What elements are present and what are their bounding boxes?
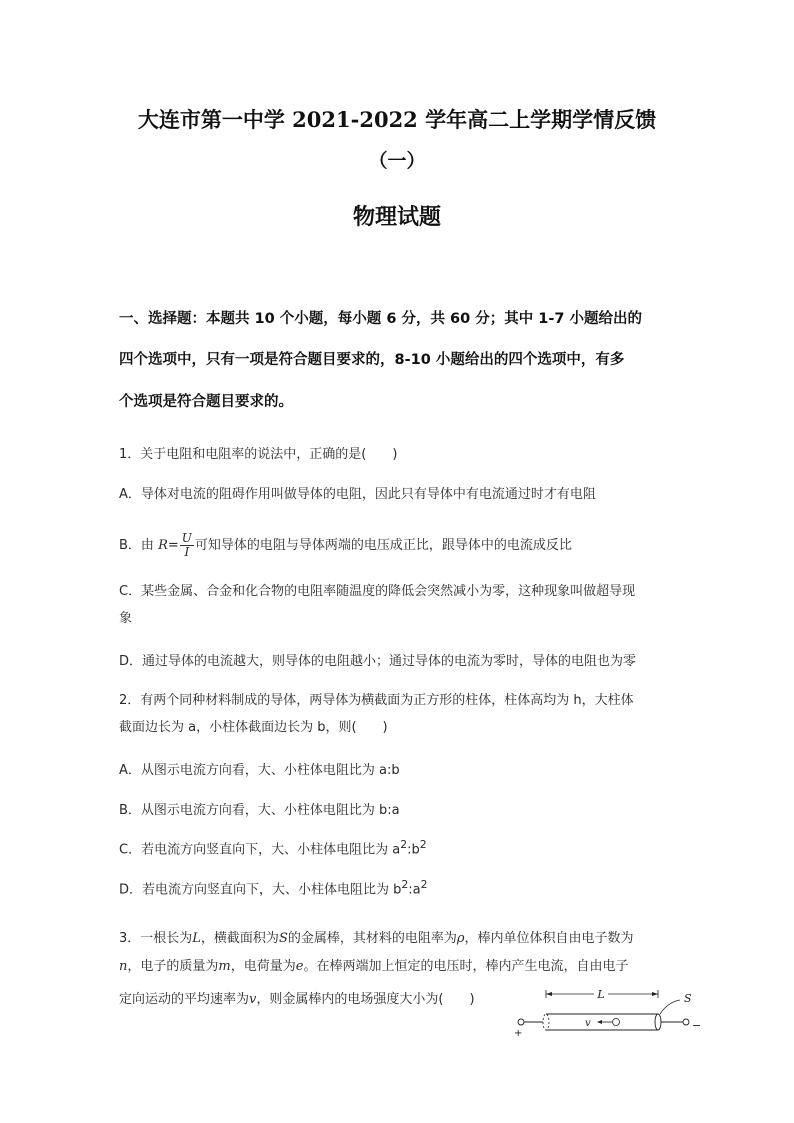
equals-sign: = — [167, 538, 179, 553]
fraction-numerator: U — [181, 531, 192, 545]
option-c-text: C．若电流方向竖直向下，大、小柱体电阻比为 a — [119, 842, 401, 858]
exam-title: 大连市第一中学 2021-2022 学年高二上学期学情反馈 — [137, 107, 657, 132]
question-1-option-c: C．某些金属、合金和化合物的电阻率随温度的降低会突然减小为零，这种现象叫做超导现 — [119, 584, 636, 599]
fraction-u-over-i — [180, 532, 194, 559]
option-d-text: D．若电流方向竖直向下，大、小柱体电阻比为 b — [119, 882, 402, 898]
text: 的金属棒，其材料的电阻率为 — [287, 931, 457, 946]
text: ，电子的质量为 — [127, 959, 219, 974]
var-s: S — [278, 931, 288, 946]
question-2-option-a: A．从图示电流方向看，大、小柱体电阻比为 a:b — [119, 763, 400, 778]
question-1-option-c-cont: 象 — [119, 611, 133, 626]
section-instructions-line3: 个选项是符合题目要求的。 — [119, 394, 293, 410]
terminal-left — [518, 1019, 524, 1025]
option-b-prefix: B．由 — [119, 538, 154, 553]
exam-subject: 物理试题 — [352, 204, 441, 230]
option-c-ratio: :b — [407, 842, 420, 858]
metal-rod-figure — [508, 986, 708, 1036]
text: 定向运动的平均速率为 — [119, 992, 250, 1007]
var-m: m — [218, 959, 231, 974]
question-2-option-d — [119, 878, 684, 897]
text: ，则金属棒内的电场强度大小为( ) — [256, 992, 475, 1007]
var-n: n — [119, 959, 128, 974]
var-r: R — [158, 538, 168, 553]
option-d-ratio: :a — [408, 882, 421, 898]
plus-sign: + — [514, 1028, 523, 1036]
option-b-suffix: 可知导体的电阻与导体两端的电压成正比，跟导体中的电流成反比 — [194, 538, 572, 553]
rod-right-end — [655, 1014, 661, 1030]
question-2-stem-cont: 截面边长为 a，小柱体截面边长为 b，则( ) — [119, 720, 388, 735]
question-1-option-a: A．导体对电流的阻碍作用叫做导体的电阻，因此只有导体中有电流通过时才有电阻 — [119, 487, 596, 502]
question-1-option-b — [119, 532, 684, 559]
fraction-denominator: I — [184, 545, 190, 559]
var-e: e — [295, 959, 304, 974]
superscript: 2 — [419, 838, 427, 851]
text: 3．一根长为 — [119, 931, 193, 946]
s-leader-line — [660, 1000, 680, 1014]
var-rho: ρ — [456, 931, 465, 946]
terminal-right — [683, 1019, 689, 1025]
var-v: v — [249, 992, 257, 1007]
section-instructions-line1: 一、选择题：本题共 10 个小题，每小题 6 分，共 60 分；其中 1-7 小题给出的 — [119, 311, 643, 327]
arrow-head-right — [652, 992, 658, 996]
label-l: L — [597, 988, 605, 1001]
superscript: 2 — [400, 838, 408, 851]
question-2-stem: 2．有两个同种材料制成的导体，两导体为横截面为正方形的柱体，柱体高均为 h，大柱体 — [119, 693, 634, 708]
var-l: L — [192, 931, 201, 946]
text: ，横截面积为 — [200, 931, 279, 946]
arrow-head-left — [546, 992, 552, 996]
question-3-stem — [119, 927, 684, 946]
question-2-option-b: B．从图示电流方向看，大、小柱体电阻比为 b:a — [119, 803, 400, 818]
question-3-stem-cont — [119, 955, 684, 974]
minus-sign: − — [692, 1019, 702, 1032]
label-v: v — [585, 1018, 591, 1029]
text: ，电荷量为 — [230, 959, 296, 974]
question-1-option-d: D．通过导体的电流越大，则导体的电阻越小；通过导体的电流为零时，导体的电阻也为零 — [119, 654, 637, 669]
text: ，棒内单位体积自由电子数为 — [464, 931, 634, 946]
velocity-arrow-head — [597, 1020, 602, 1024]
section-instructions-line2: 四个选项中，只有一项是符合题目要求的，8-10 小题给出的四个选项中，有多 — [119, 352, 625, 368]
label-s: S — [684, 992, 692, 1005]
question-2-option-c — [119, 838, 684, 857]
exam-title-number: （一） — [368, 150, 426, 172]
rod-left-end — [543, 1014, 549, 1030]
text: 。在棒两端加上恒定的电压时，棒内产生电流，自由电子 — [303, 959, 629, 974]
superscript: 2 — [420, 878, 428, 891]
question-1-stem: 1．关于电阻和电阻率的说法中，正确的是( ) — [119, 447, 398, 462]
superscript: 2 — [401, 878, 409, 891]
electron-icon — [613, 1019, 620, 1026]
